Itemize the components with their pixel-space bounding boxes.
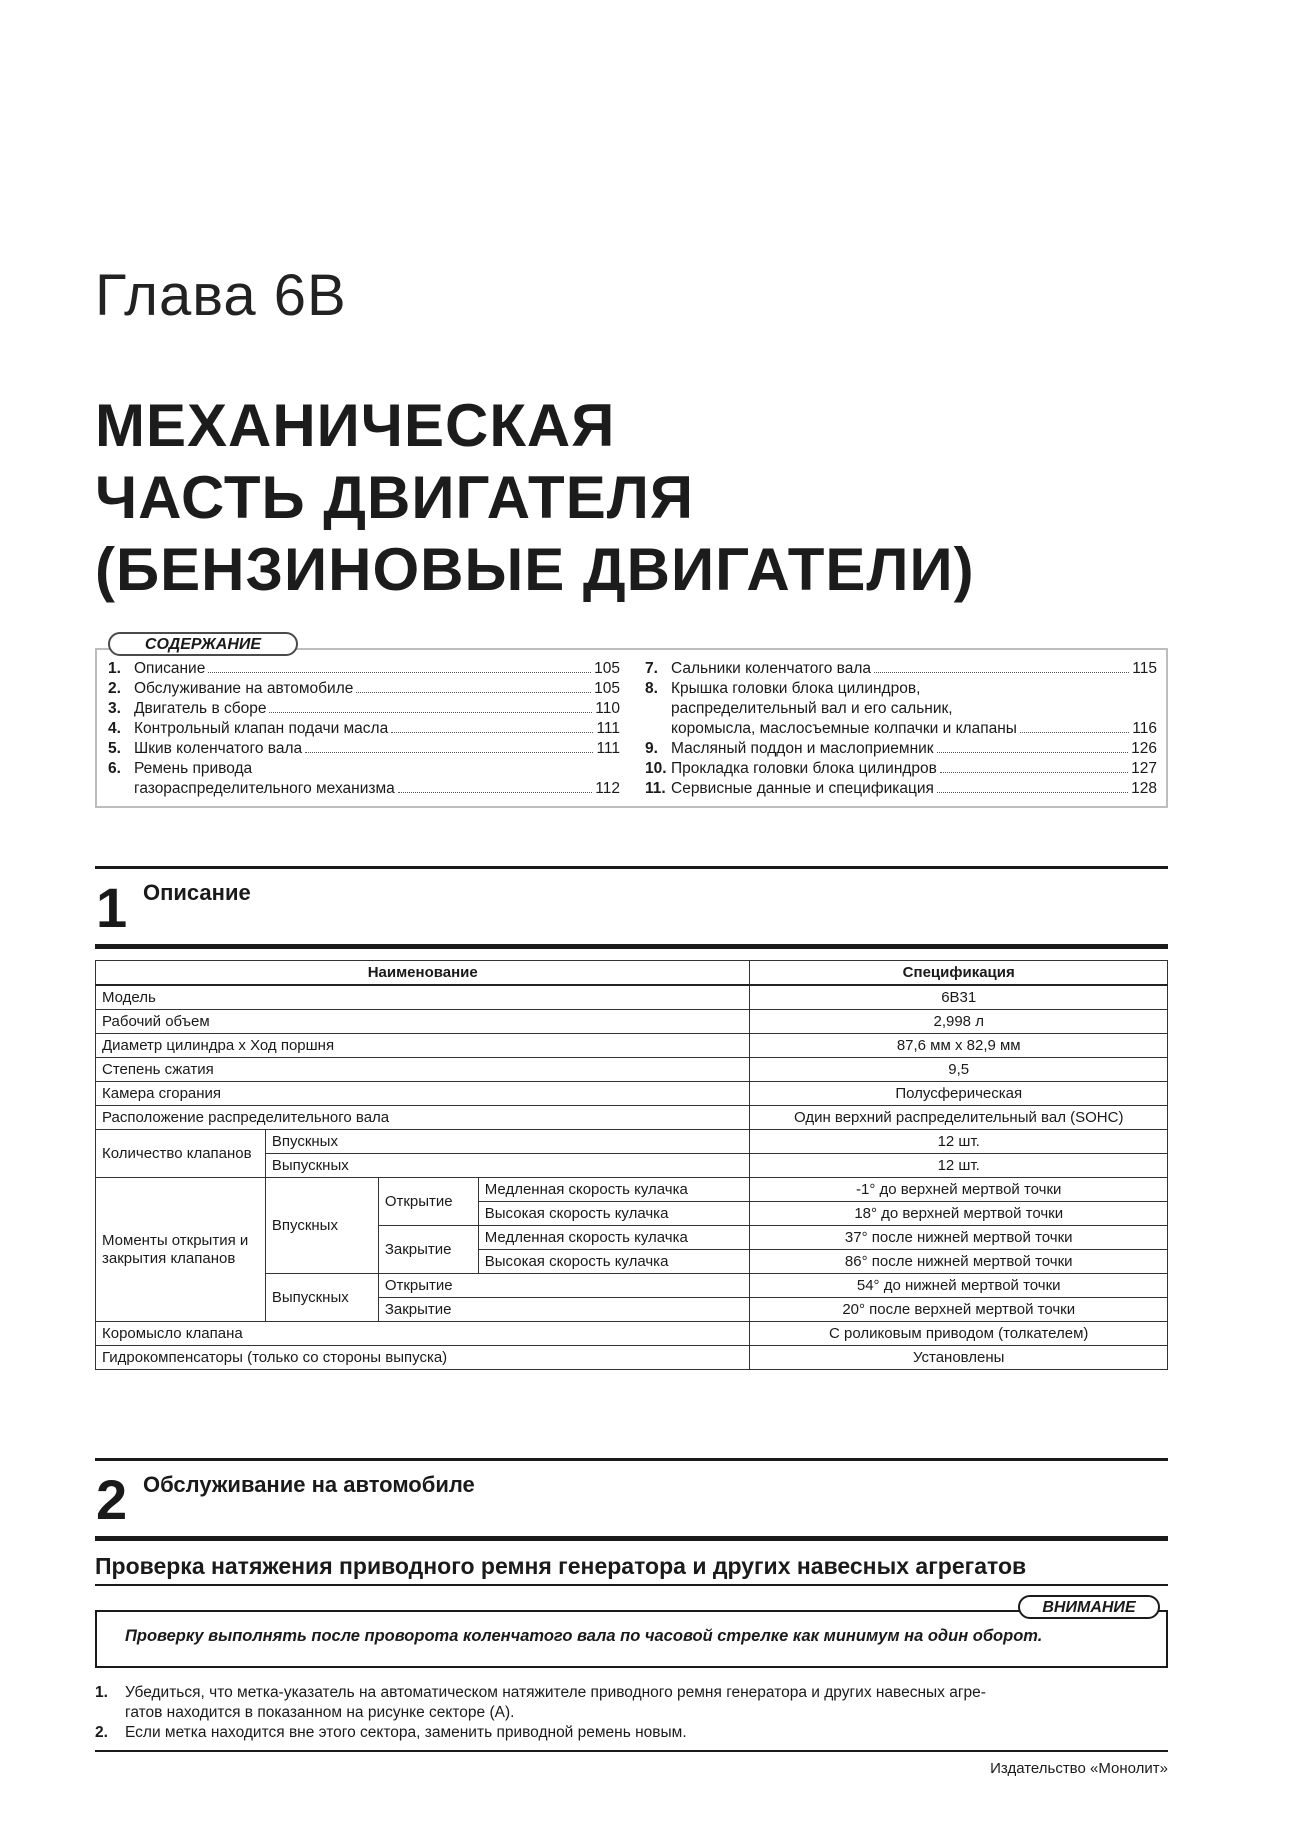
section-number: 1	[96, 876, 128, 939]
warning-label: ВНИМАНИЕ	[1018, 1595, 1160, 1619]
table-row: Камера сгорания Полусферическая	[96, 1082, 1168, 1106]
list-item: 1. Убедиться, что метка-указатель на автоматическом натяжителе приводного ремня генератора и других навесных агре- гатов находится в показанном на рисунке секторе (А).	[95, 1684, 986, 1721]
section-rule	[95, 944, 1168, 949]
section-number: 2	[96, 1468, 128, 1531]
toc-item[interactable]: 1. Описание 105	[108, 660, 620, 677]
toc-item[interactable]: 5. Шкив коленчатого вала 111	[108, 740, 620, 757]
toc-page: 127	[1131, 760, 1157, 777]
toc-item[interactable]: 4. Контрольный клапан подачи масла 111	[108, 720, 620, 737]
steps-list	[95, 1683, 1168, 1743]
table-row: Высокая скорость кулачка 86° после нижней мертвой точки	[96, 1250, 1168, 1274]
table-row: Закрытие 20° после верхней мертвой точки	[96, 1298, 1168, 1322]
subsection-heading: Проверка натяжения приводного ремня генератора и других навесных агрегатов	[95, 1553, 1027, 1579]
table-header-row	[96, 961, 1168, 986]
title-line: МЕХАНИЧЕСКАЯ	[95, 392, 616, 459]
chapter-label: Глава 6В	[95, 263, 347, 328]
table-row: Гидрокомпенсаторы (только со стороны выпуска) Установлены	[96, 1346, 1168, 1370]
toc-page: 126	[1131, 740, 1157, 757]
toc-page: 128	[1131, 780, 1157, 797]
table-row: Высокая скорость кулачка 18° до верхней мертвой точки	[96, 1202, 1168, 1226]
toc-item[interactable]: 8. Крышка головки блока цилиндров, распределительный вал и его сальник, коромысла, маслосъемные колпачки и клапаны 116	[645, 680, 1157, 737]
toc-item[interactable]: 6. Ремень привода газораспределительного механизма 112	[108, 760, 620, 797]
table-row: Расположение распределительного вала Один верхний распределительный вал (SOHC)	[96, 1106, 1168, 1130]
section-title: Обслуживание на автомобиле	[143, 1472, 475, 1497]
warning-text: Проверку выполнять после проворота коленчатого вала по часовой стрелке как минимум на один оборот.	[125, 1627, 1043, 1645]
toc-left-column	[108, 659, 620, 799]
toc-right-column	[645, 659, 1157, 799]
toc-item[interactable]: 11. Сервисные данные и спецификация 128	[645, 780, 1157, 797]
section-rule	[95, 1458, 1168, 1461]
table-row: Коромысло клапана С роликовым приводом (толкателем)	[96, 1322, 1168, 1346]
toc-item[interactable]: 9. Масляный поддон и маслоприемник 126	[645, 740, 1157, 757]
toc-page: 111	[596, 720, 620, 737]
toc-item[interactable]: 10. Прокладка головки блока цилиндров 127	[645, 760, 1157, 777]
table-row: Моменты открытия и закрытия клапанов Впускных Открытие Медленная скорость кулачка -1° до верхней мертвой точки	[96, 1178, 1168, 1202]
table-row: Закрытие Медленная скорость кулачка 37° после нижней мертвой точки	[96, 1226, 1168, 1250]
title-line: ЧАСТЬ ДВИГАТЕЛЯ	[95, 464, 694, 531]
spec-table	[95, 960, 1168, 1370]
table-row: Выпускных Открытие 54° до нижней мертвой точки	[96, 1274, 1168, 1298]
chapter-title	[95, 390, 975, 606]
section-title: Описание	[143, 880, 251, 905]
toc-page: 112	[595, 780, 620, 797]
header-name: Наименование	[96, 961, 750, 986]
header-spec: Спецификация	[750, 961, 1168, 986]
toc-item[interactable]: 3. Двигатель в сборе 110	[108, 700, 620, 717]
table-row: Рабочий объем 2,998 л	[96, 1010, 1168, 1034]
toc-page: 115	[1132, 660, 1157, 677]
table-row: Количество клапанов Впускных 12 шт.	[96, 1130, 1168, 1154]
table-row: Модель 6В31	[96, 985, 1168, 1010]
table-row: Степень сжатия 9,5	[96, 1058, 1168, 1082]
table-row: Диаметр цилиндра х Ход поршня 87,6 мм х 82,9 мм	[96, 1034, 1168, 1058]
list-item: 2. Если метка находится вне этого сектора, заменить приводной ремень новым.	[95, 1724, 687, 1741]
toc-page: 116	[1132, 720, 1157, 737]
footer-rule	[95, 1750, 1168, 1752]
toc-label: СОДЕРЖАНИЕ	[108, 632, 298, 656]
toc-page: 105	[594, 660, 620, 677]
section-rule	[95, 1536, 1168, 1541]
toc-page: 105	[594, 680, 620, 697]
title-line: (БЕНЗИНОВЫЕ ДВИГАТЕЛИ)	[95, 536, 975, 603]
section-rule	[95, 866, 1168, 869]
toc-item[interactable]: 2. Обслуживание на автомобиле 105	[108, 680, 620, 697]
table-row: Выпускных 12 шт.	[96, 1154, 1168, 1178]
publisher-footer: Издательство «Монолит»	[990, 1760, 1168, 1777]
toc-page: 111	[596, 740, 620, 757]
toc-page: 110	[595, 700, 620, 717]
subsection-rule	[95, 1584, 1168, 1586]
toc-item[interactable]: 7. Сальники коленчатого вала 115	[645, 660, 1157, 677]
